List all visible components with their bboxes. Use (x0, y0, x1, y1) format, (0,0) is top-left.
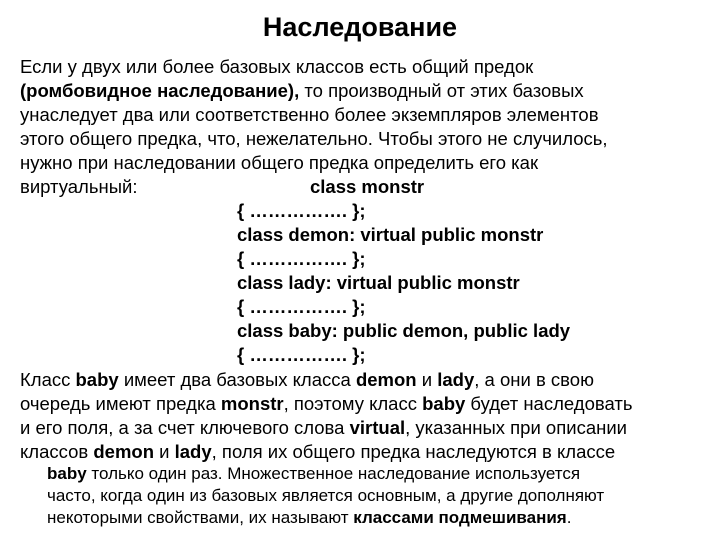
text-span: , поэтому класс (283, 393, 423, 414)
bold-term: demon (93, 441, 154, 462)
text-span: очередь имеют предка (20, 393, 221, 414)
text-line (47, 463, 580, 485)
text-span: , указанных при описании (405, 417, 627, 438)
text-span: . (566, 508, 572, 527)
text-span: классов (20, 441, 94, 462)
code-line: class lady: virtual public monstr (237, 272, 520, 293)
code-line: class baby: public demon, public lady (237, 320, 571, 341)
text-span: и (416, 369, 438, 390)
code-line: { ……………. }; (237, 296, 366, 317)
text-span: будет наследовать (465, 393, 633, 414)
text-line: этого общего предка, что, нежелательно. Чтобы этого не случилось, (20, 128, 608, 149)
bold-term: virtual (349, 417, 406, 438)
bold-term: monstr (220, 393, 284, 414)
bold-term: lady (437, 369, 475, 390)
text-span: только один раз. Множественное наследование используется (86, 464, 581, 483)
bold-term: baby (75, 369, 119, 390)
text-span: и его поля, а за счет ключевого слова (20, 417, 350, 438)
bold-term: baby (47, 464, 87, 483)
text-span: имеет два базовых класса (118, 369, 356, 390)
code-line: { ……………. }; (237, 248, 366, 269)
text-line: унаследует два или соответственно более экземпляров элементов (20, 104, 599, 125)
text-span: то производный от этих базовых (299, 80, 584, 101)
text-line: Если у двух или более базовых классов есть общий предок (20, 56, 534, 77)
bold-term: классами подмешивания (353, 508, 567, 527)
text-line (20, 416, 627, 440)
code-line: { ……………. }; (237, 344, 366, 365)
bold-term: lady (174, 441, 212, 462)
bold-term: demon (355, 369, 417, 390)
text-span: некоторыми свойствами, их называют (47, 508, 354, 527)
text-span: Класс (20, 369, 76, 390)
text-line (20, 392, 632, 416)
text-line (47, 507, 571, 529)
text-line (20, 368, 594, 392)
bold-term: baby (422, 393, 466, 414)
page-title: Наследование (262, 12, 458, 42)
text-line: нужно при наследовании общего предка определить его как (20, 152, 539, 173)
code-line: class monstr (310, 176, 425, 197)
text-line: часто, когда один из базовых является основным, а другие дополняют (47, 486, 605, 505)
text-line: виртуальный: (20, 176, 138, 197)
bold-term: (ромбовидное наследование), (20, 80, 300, 101)
text-line (20, 440, 615, 464)
text-span: , поля их общего предка наследуются в классе (211, 441, 616, 462)
code-line: { ……………. }; (237, 200, 366, 221)
code-line: class demon: virtual public monstr (237, 224, 544, 245)
text-span: и (154, 441, 175, 462)
text-line (20, 79, 584, 103)
text-span: , а они в свою (474, 369, 594, 390)
